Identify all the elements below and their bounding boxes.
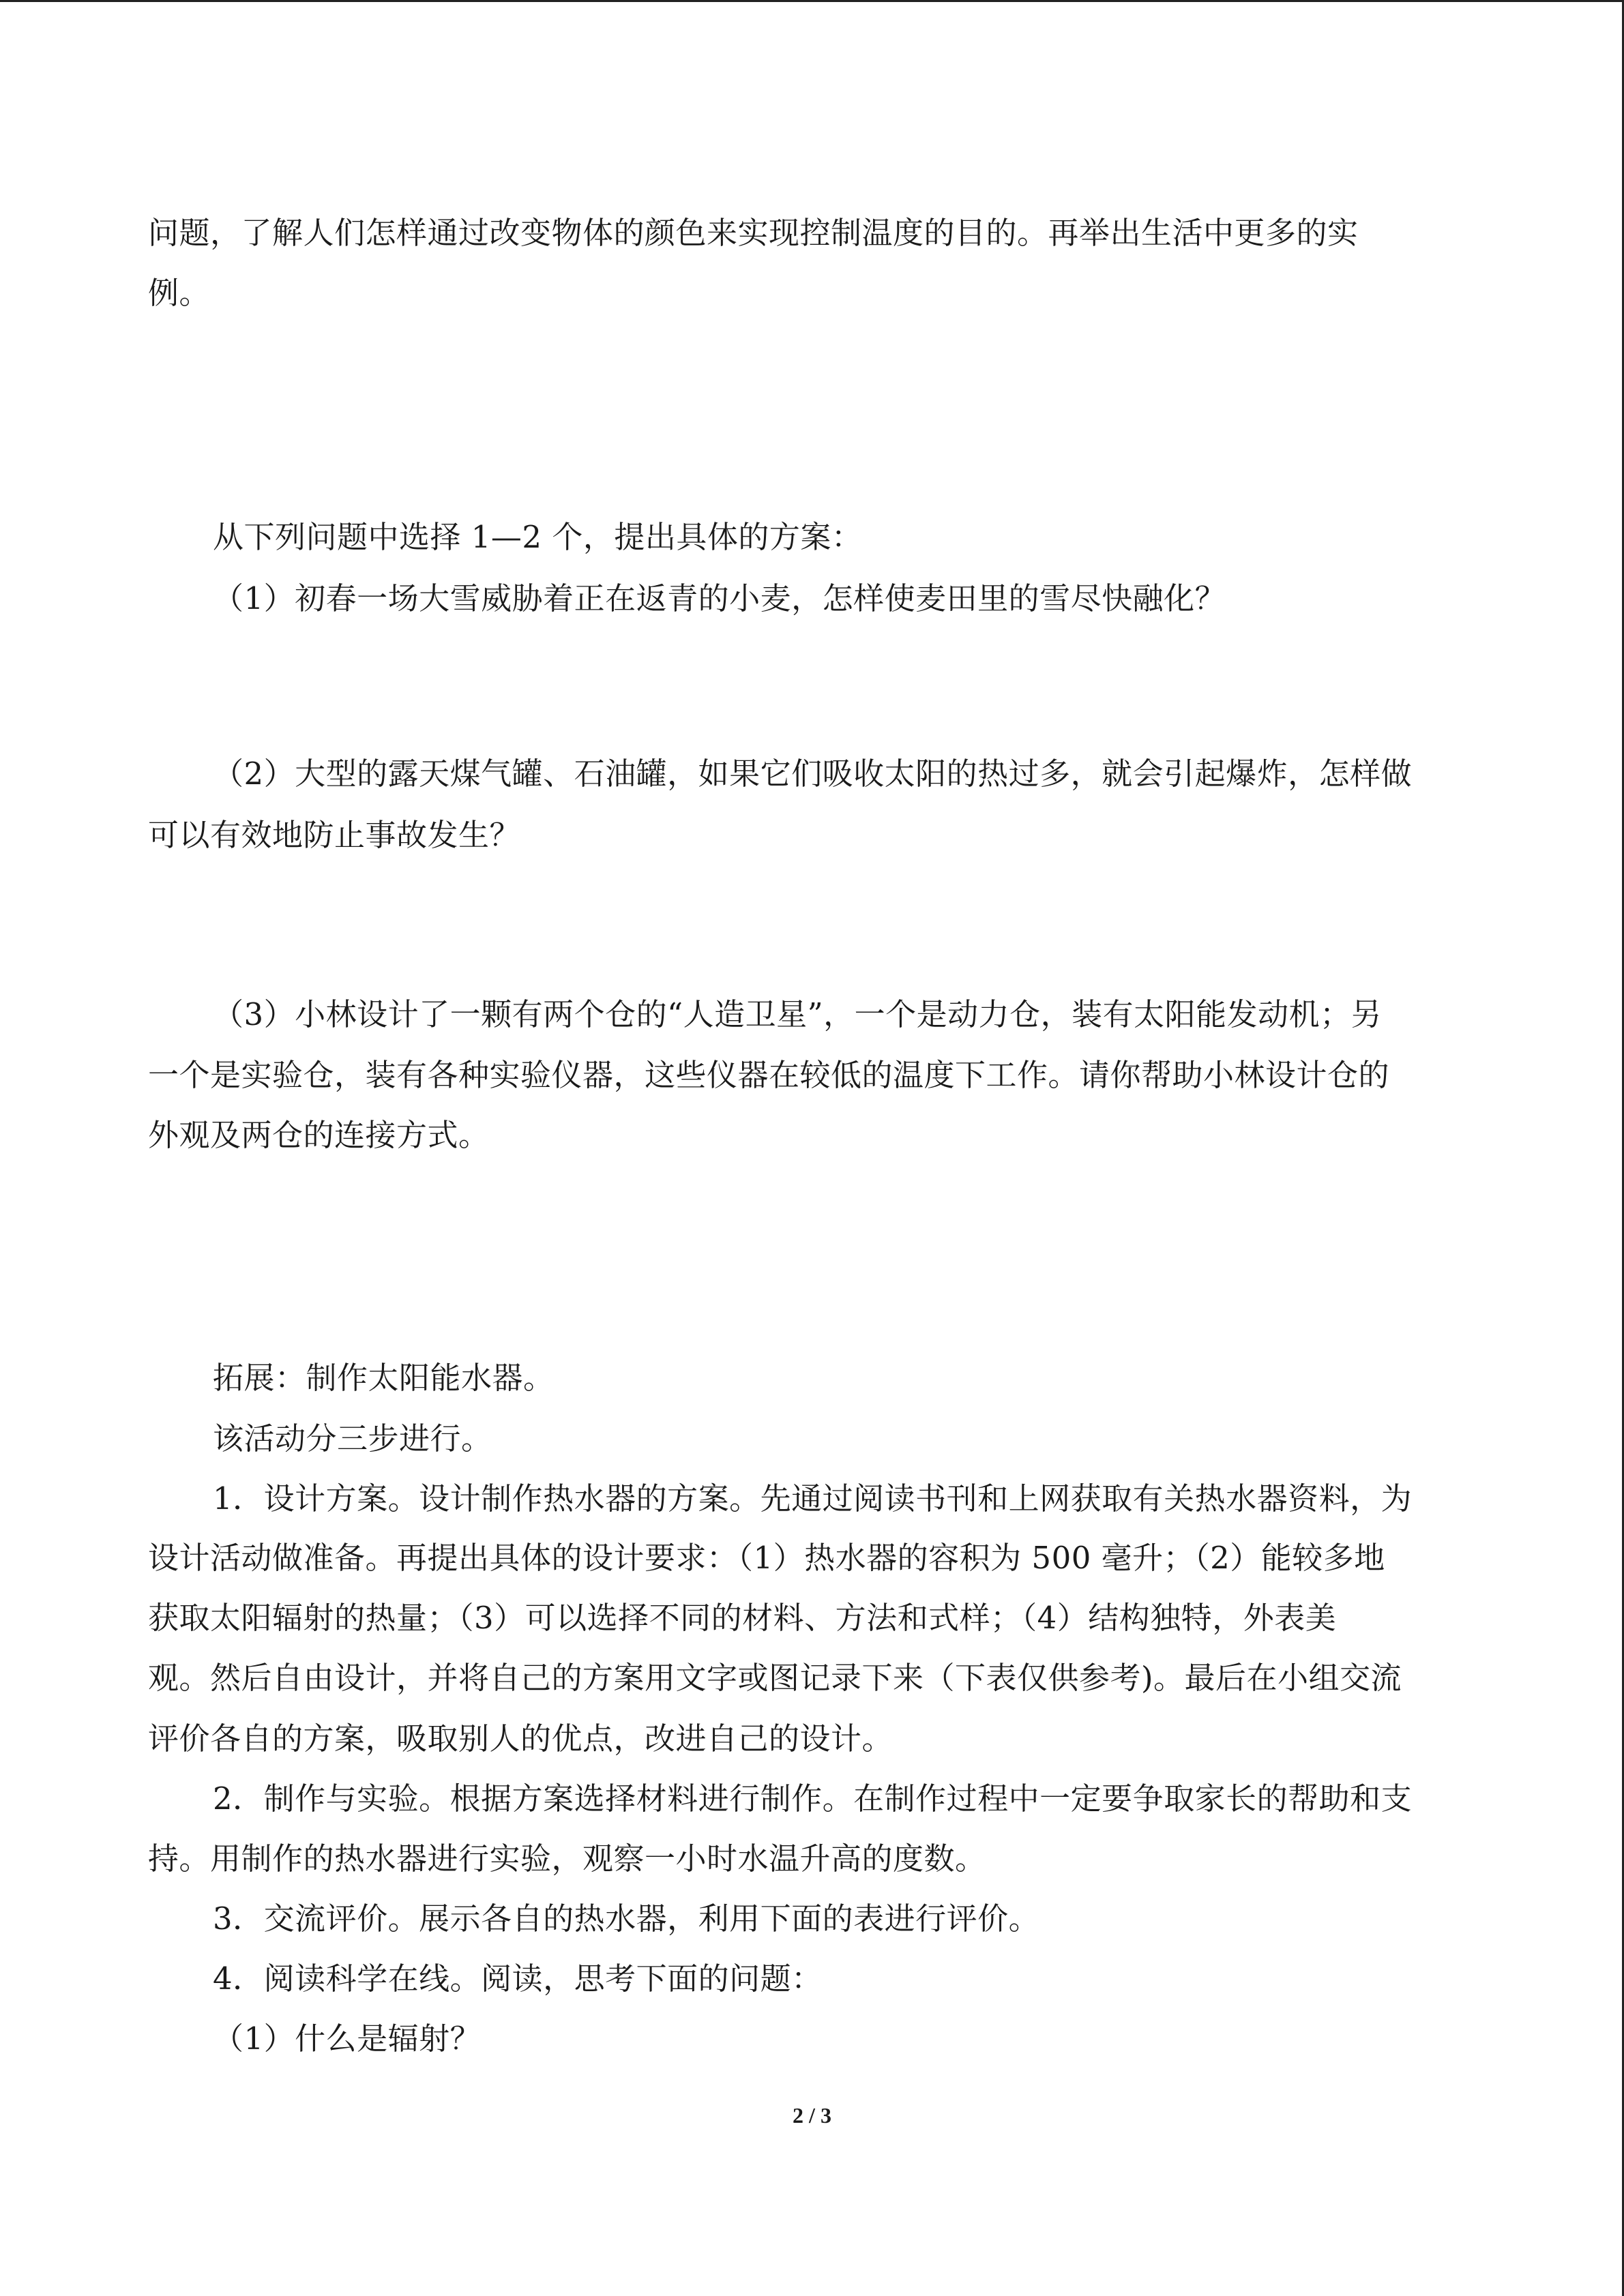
paragraph-line: 获取太阳辐射的热量；（3）可以选择不同的材料、方法和式样；（4）结构独特，外表美 xyxy=(148,1600,1337,1636)
paragraph-line: 2．制作与实验。根据方案选择材料进行制作。在制作过程中一定要争取家长的帮助和支 xyxy=(213,1780,1413,1817)
paragraph-line: 持。用制作的热水器进行实验，观察一小时水温升高的度数。 xyxy=(148,1840,986,1877)
paragraph-line: （2）大型的露天煤气罐、石油罐，如果它们吸收太阳的热过多，就会引起爆炸，怎样做 xyxy=(213,756,1413,792)
paragraph-line: 观。然后自由设计，并将自己的方案用文字或图记录下来（下表仅供参考)。最后在小组交流 xyxy=(148,1660,1402,1696)
paragraph-line: 该活动分三步进行。 xyxy=(213,1420,492,1457)
paragraph-line: 外观及两仓的连接方式。 xyxy=(148,1117,490,1153)
paragraph-line: 设计活动做准备。再提出具体的设计要求：（1）热水器的容积为 500 毫升；（2）能较多地 xyxy=(148,1540,1385,1576)
paragraph-line: 拓展：制作太阳能水器。 xyxy=(213,1360,555,1396)
paragraph-line: （1）什么是辐射？ xyxy=(213,2021,482,2057)
paragraph-line: 从下列问题中选择 1—2 个，提出具体的方案： xyxy=(213,519,863,555)
paragraph-line: 例。 xyxy=(148,275,211,311)
paragraph-line: 评价各自的方案，吸取别人的优点，改进自己的设计。 xyxy=(148,1720,894,1757)
page-number: 2 / 3 xyxy=(793,2103,831,2128)
paragraph-line: 3．交流评价。展示各自的热水器，利用下面的表进行评价。 xyxy=(213,1900,1040,1937)
paragraph-line: 可以有效地防止事故发生？ xyxy=(148,817,521,853)
paragraph-line: （1）初春一场大雪威胁着正在返青的小麦，怎样使麦田里的雪尽快融化？ xyxy=(213,580,1226,616)
paragraph-line: 一个是实验仓，装有各种实验仪器，这些仪器在较低的温度下工作。请你帮助小林设计仓的 xyxy=(148,1057,1390,1093)
paragraph-line: 问题，了解人们怎样通过改变物体的颜色来实现控制温度的目的。再举出生活中更多的实 xyxy=(148,215,1359,251)
paragraph-line: （3）小林设计了一颗有两个仓的“人造卫星”，一个是动力仓，装有太阳能发动机；另 xyxy=(213,996,1383,1032)
paragraph-line: 4．阅读科学在线。阅读，思考下面的问题： xyxy=(213,1960,823,1997)
page-border-top xyxy=(0,0,1624,2)
paragraph-line: 1．设计方案。设计制作热水器的方案。先通过阅读书刊和上网获取有关热水器资料，为 xyxy=(213,1480,1413,1517)
